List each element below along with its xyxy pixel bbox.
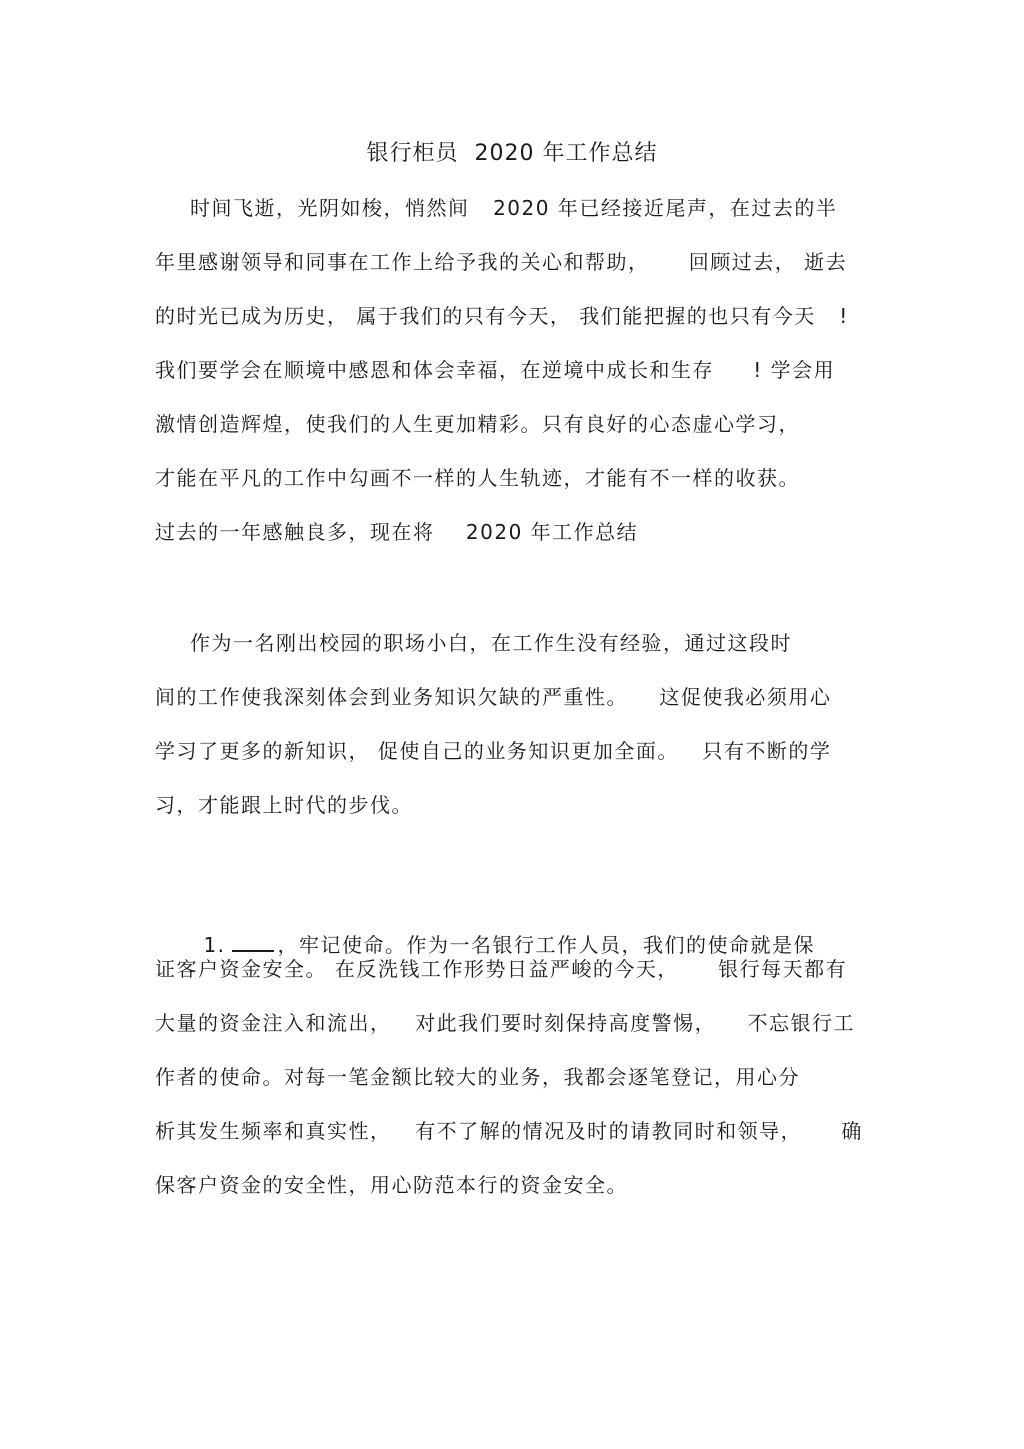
- intro-line-2: 年里感谢领导和同事在工作上给予我的关心和帮助， 回顾过去， 逝去: [155, 250, 848, 274]
- intro-line-6: 才能在平凡的工作中勾画不一样的人生轨迹，才能有不一样的收获。: [155, 466, 800, 490]
- paragraph2-line-4: 习，才能跟上时代的步伐。: [155, 793, 413, 817]
- intro-line-5: 激情创造辉煌，使我们的人生更加精彩。只有良好的心态虚心学习，: [155, 412, 800, 436]
- intro-line-4: 我们要学会在顺境中感恩和体会幸福，在逆境中成长和生存 ! 学会用: [155, 358, 836, 382]
- section1-line-4: 作者的使命。对每一笔金额比较大的业务，我都会逐笔登记，用心分: [155, 1065, 800, 1089]
- section1-number: 1.: [203, 933, 226, 957]
- intro-line-1: 时间飞逝，光阴如梭，悄然间 2020 年已经接近尾声，在过去的半: [190, 196, 838, 220]
- section1-first-line-text: ，牢记使命。作为一名银行工作人员，我们的使命就是保: [277, 933, 816, 957]
- section1-line-5: 析其发生频率和真实性， 有不了解的情况及时的请教同时和领导， 确: [155, 1119, 863, 1143]
- section1-line-6: 保客户资金的安全性，用心防范本行的资金安全。: [155, 1173, 628, 1197]
- section1-line-3: 大量的资金注入和流出， 对此我们要时刻保持高度警惕， 不忘银行工: [155, 1011, 856, 1035]
- paragraph2-line-1: 作为一名刚出校园的职场小白，在工作生没有经验，通过这段时: [190, 631, 792, 655]
- intro-line-3: 的时光已成为历史， 属于我们的只有今天， 我们能把握的也只有今天 !: [155, 304, 849, 328]
- paragraph2-line-3: 学习了更多的新知识， 促使自己的业务知识更加全面。 只有不断的学: [155, 739, 832, 763]
- document-title: 银行柜员 2020 年工作总结: [366, 141, 658, 166]
- intro-line-7: 过去的一年感触良多，现在将 2020 年工作总结: [155, 520, 639, 544]
- section1-line-2: 证客户资金安全。 在反洗钱工作形势日益严峻的今天， 银行每天都有: [155, 957, 848, 981]
- paragraph2-line-2: 间的工作使我深刻体会到业务知识欠缺的严重性。 这促使我必须用心: [155, 685, 832, 709]
- fill-in-blank: [232, 932, 274, 952]
